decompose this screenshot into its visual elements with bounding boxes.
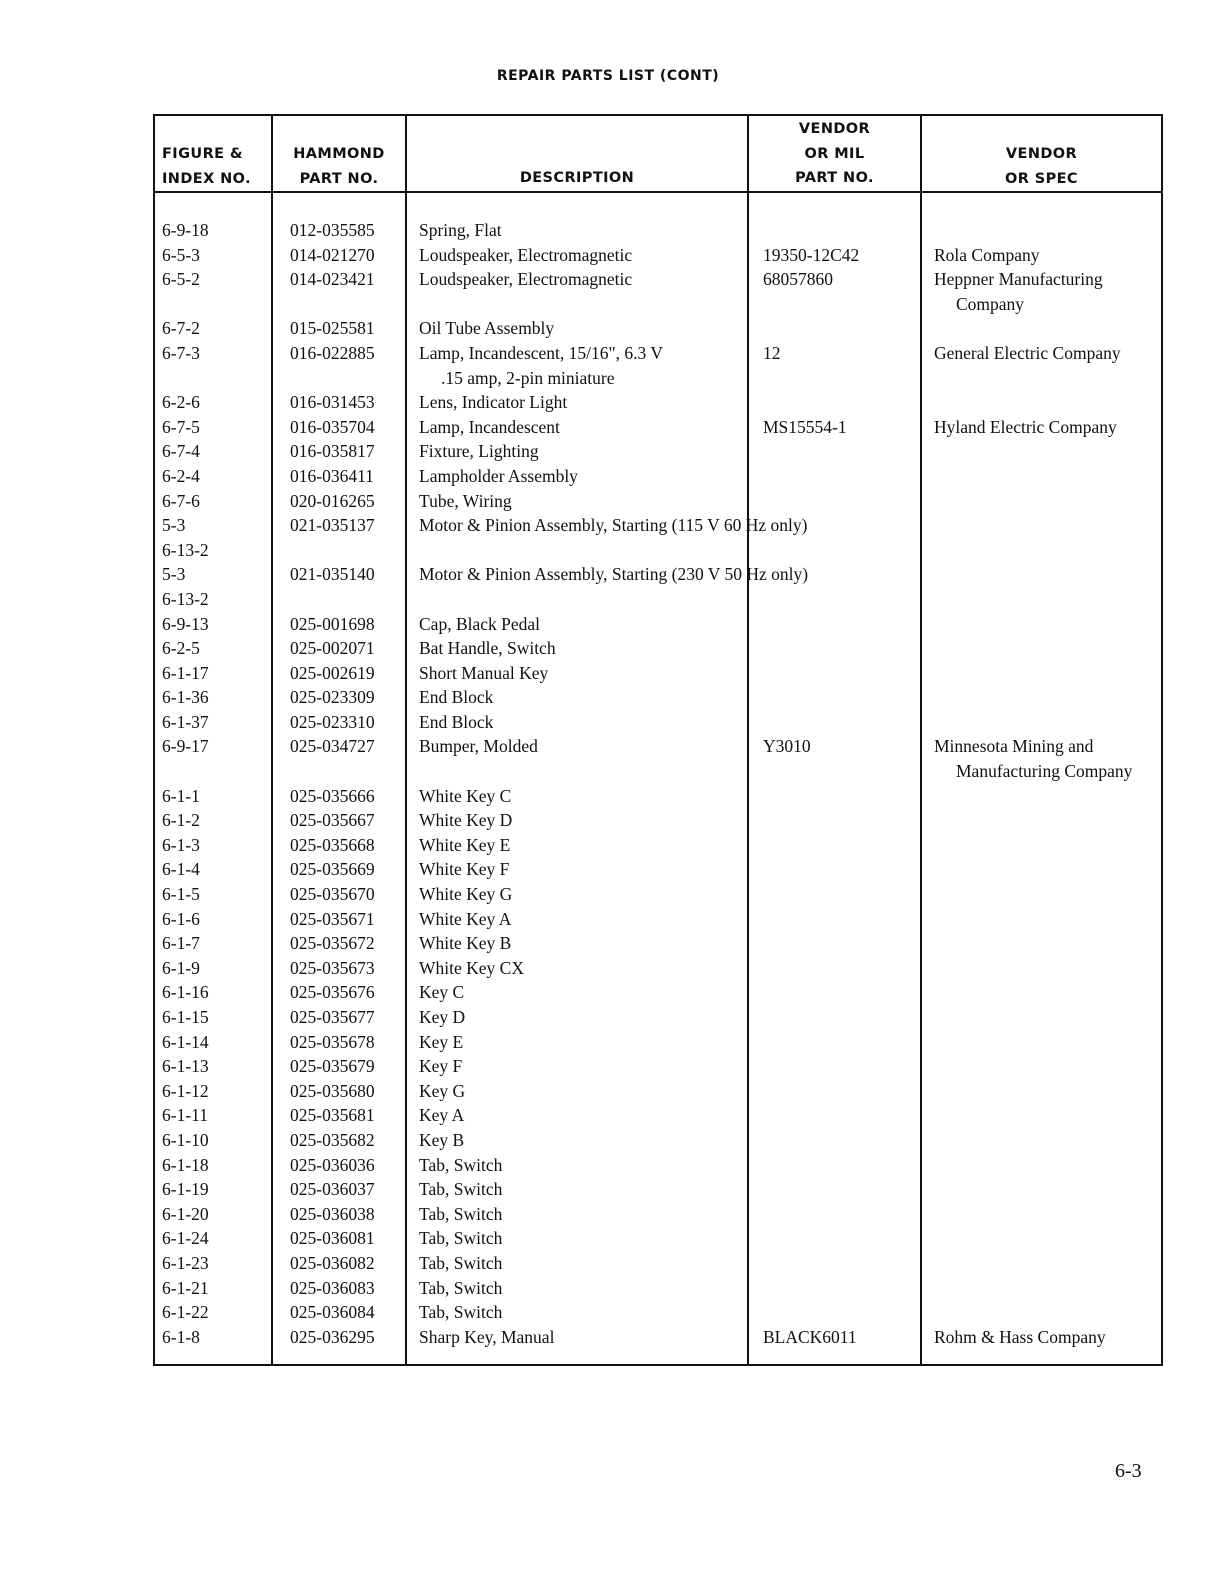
vendor-part-cell: 19350-12C42 — [763, 244, 860, 265]
description-cell — [419, 489, 512, 514]
table-row — [155, 587, 1165, 612]
part-number-cell: 025-036081 — [290, 1228, 375, 1249]
table-row — [155, 218, 1165, 243]
part-number-cell: 025-036038 — [290, 1203, 375, 1224]
description-line: White Key C — [419, 785, 512, 806]
description-cell — [419, 710, 493, 735]
table-row — [155, 907, 1165, 932]
description-line: Motor & Pinion Assembly, Starting (115 V 60 Hz only) — [419, 515, 808, 536]
part-number-cell: 025-023310 — [290, 711, 375, 732]
part-number-cell: 025-035669 — [290, 859, 375, 880]
vendor-line: General Electric Company — [934, 342, 1121, 363]
figure-index-cell: 6-5-3 — [162, 244, 200, 265]
part-number-cell: 025-035671 — [290, 908, 375, 929]
description-line: Key D — [419, 1007, 466, 1027]
figure-index-cell: 6-1-18 — [162, 1154, 209, 1175]
description-line: Oil Tube Assembly — [419, 318, 555, 339]
description-line: Key A — [419, 1105, 465, 1126]
part-number-cell: 025-035668 — [290, 834, 375, 855]
description-cell — [419, 1030, 463, 1055]
vendor-line: Rola Company — [934, 244, 1040, 265]
table-row — [155, 316, 1165, 341]
figure-index-cell: 6-2-5 — [162, 638, 200, 659]
table-row — [155, 661, 1165, 686]
description-line: End Block — [419, 711, 494, 732]
description-line: Bumper, Molded — [419, 736, 538, 757]
table-row — [155, 636, 1165, 661]
figure-index-cell: 6-1-23 — [162, 1252, 209, 1273]
description-cell — [419, 415, 560, 440]
table-row — [155, 734, 1165, 783]
figure-index-cell: 6-2-6 — [162, 392, 200, 413]
table-row — [155, 513, 1165, 538]
description-cell — [419, 1226, 502, 1251]
table-row — [155, 1325, 1165, 1350]
figure-index-cell: 6-5-2 — [162, 269, 200, 290]
vendor-part-cell: 68057860 — [763, 269, 833, 290]
vendor-line: Rohm & Hass Company — [934, 1326, 1106, 1347]
figure-index-cell: 6-7-3 — [162, 342, 200, 363]
figure-index-cell: 6-1-10 — [162, 1129, 209, 1150]
table-row — [155, 1079, 1165, 1104]
figure-index-cell: 6-1-14 — [162, 1031, 209, 1052]
vendor-line: Hyland Electric Company — [934, 416, 1117, 437]
description-line: Sharp Key, Manual — [419, 1326, 555, 1347]
header-description: DESCRIPTION — [519, 170, 635, 186]
figure-index-cell: 6-1-19 — [162, 1179, 209, 1200]
table-row — [155, 931, 1165, 956]
description-cell — [419, 1276, 502, 1301]
header-divider — [155, 191, 1161, 193]
description-line: White Key G — [419, 884, 513, 905]
header-part-no: HAMMOND PART NO. — [293, 146, 385, 187]
table-row — [155, 710, 1165, 735]
description-cell — [419, 464, 578, 489]
table-row — [155, 1103, 1165, 1128]
table-row — [155, 882, 1165, 907]
vendor-cell — [934, 267, 1103, 316]
description-cell — [419, 1103, 464, 1128]
vendor-part-cell: MS15554-1 — [763, 416, 847, 437]
description-line: White Key CX — [419, 957, 524, 978]
part-number-cell: 025-035679 — [290, 1056, 375, 1077]
vendor-part-cell: BLACK6011 — [763, 1326, 857, 1347]
table-row — [155, 1005, 1165, 1030]
part-number-cell: 025-034727 — [290, 736, 375, 757]
part-number-cell: 016-036411 — [290, 465, 374, 486]
table-row — [155, 1226, 1165, 1251]
table-row — [155, 1030, 1165, 1055]
part-number-cell: 021-035137 — [290, 515, 375, 536]
figure-index-cell: 6-9-17 — [162, 736, 209, 757]
description-cell — [419, 390, 567, 415]
figure-index-cell: 6-1-5 — [162, 884, 200, 905]
table-row — [155, 390, 1165, 415]
table-row — [155, 1153, 1165, 1178]
part-number-cell: 025-002071 — [290, 638, 375, 659]
part-number-cell: 025-035667 — [290, 810, 375, 831]
description-cell — [419, 439, 539, 464]
description-cell — [419, 857, 509, 882]
description-cell — [419, 1177, 502, 1202]
part-number-cell: 015-025581 — [290, 318, 375, 339]
part-number-cell: 025-035672 — [290, 933, 375, 954]
description-line: Fixture, Lighting — [419, 441, 539, 462]
header-figure: FIGURE & INDEX NO. — [162, 146, 251, 187]
description-line: White Key B — [419, 933, 512, 954]
description-line: Tab, Switch — [419, 1252, 503, 1273]
vendor-cell — [934, 415, 1117, 440]
part-number-cell: 025-002619 — [290, 662, 375, 683]
figure-index-cell: 6-1-22 — [162, 1302, 209, 1323]
figure-index-cell: 6-7-4 — [162, 441, 200, 462]
description-line: Lamp, Incandescent, 15/16", 6.3 V — [419, 342, 663, 363]
description-cell — [419, 1300, 502, 1325]
figure-index-cell: 6-1-9 — [162, 957, 200, 978]
part-number-cell: 025-036036 — [290, 1154, 375, 1175]
part-number-cell: 014-021270 — [290, 244, 375, 265]
figure-index-cell: 6-1-13 — [162, 1056, 209, 1077]
description-line: Cap, Black Pedal — [419, 613, 541, 634]
description-line: Key G — [419, 1080, 466, 1101]
vendor-line: Heppner Manufacturing — [934, 269, 1103, 290]
part-number-cell: 016-035704 — [290, 416, 375, 437]
description-line: Lens, Indicator Light — [419, 392, 568, 413]
description-line: Motor & Pinion Assembly, Starting (230 V 50 Hz only) — [419, 564, 809, 585]
figure-index-cell: 6-1-7 — [162, 933, 200, 954]
figure-index-cell: 6-1-4 — [162, 859, 200, 880]
part-number-cell: 025-035676 — [290, 982, 375, 1003]
page-number: 6-3 — [1115, 1460, 1142, 1482]
part-number-cell: 025-035680 — [290, 1080, 375, 1101]
description-line: Key E — [419, 1031, 464, 1052]
table-row — [155, 612, 1165, 637]
table-row — [155, 341, 1165, 390]
part-number-cell: 025-035670 — [290, 884, 375, 905]
table-row — [155, 489, 1165, 514]
part-number-cell: 025-036037 — [290, 1179, 375, 1200]
table-row — [155, 833, 1165, 858]
figure-index-cell: 6-1-17 — [162, 662, 209, 683]
figure-index-cell: 6-9-13 — [162, 613, 209, 634]
table-row — [155, 808, 1165, 833]
table-row — [155, 562, 1165, 587]
description-cell — [419, 734, 538, 759]
description-line: Tab, Switch — [419, 1302, 503, 1323]
table-row — [155, 267, 1165, 316]
part-number-cell: 014-023421 — [290, 269, 375, 290]
header-vendor-part-no: VENDOR OR MIL PART NO. — [795, 121, 874, 186]
description-line: White Key A — [419, 908, 512, 929]
figure-index-cell: 6-1-16 — [162, 982, 209, 1003]
figure-index-cell: 6-13-2 — [162, 588, 209, 609]
figure-index-cell: 6-1-2 — [162, 810, 200, 831]
description-line: Key B — [419, 1129, 465, 1150]
table-row — [155, 1177, 1165, 1202]
description-line: Key C — [419, 982, 465, 1003]
figure-index-cell: 6-9-18 — [162, 220, 209, 240]
part-number-cell: 025-036083 — [290, 1277, 375, 1298]
part-number-cell: 025-036084 — [290, 1302, 375, 1323]
vendor-cell — [934, 734, 1132, 783]
table-row — [155, 1251, 1165, 1276]
figure-index-cell: 6-7-6 — [162, 490, 200, 511]
description-line: Tab, Switch — [419, 1154, 503, 1175]
table-row — [155, 243, 1165, 268]
figure-index-cell: 6-13-2 — [162, 539, 209, 560]
part-number-cell: 025-035678 — [290, 1031, 375, 1052]
part-number-cell: 025-035682 — [290, 1129, 375, 1150]
table-row — [155, 415, 1165, 440]
part-number-cell: 021-035140 — [290, 564, 375, 585]
description-cell — [419, 1251, 502, 1276]
parts-table — [153, 114, 1163, 1366]
table-row — [155, 439, 1165, 464]
description-line: Short Manual Key — [419, 662, 549, 683]
description-cell — [419, 1079, 465, 1104]
description-line: Lampholder Assembly — [419, 465, 578, 486]
vendor-line: Manufacturing Company — [956, 761, 1133, 782]
part-number-cell: 025-036295 — [290, 1326, 375, 1347]
description-cell — [419, 784, 511, 809]
vendor-cell — [934, 243, 1039, 268]
description-line: Tube, Wiring — [419, 490, 512, 511]
description-line: Tab, Switch — [419, 1179, 503, 1200]
part-number-cell: 025-023309 — [290, 687, 375, 708]
description-cell — [419, 980, 464, 1005]
part-number-cell: 016-031453 — [290, 392, 375, 413]
figure-index-cell: 6-1-21 — [162, 1277, 209, 1298]
description-cell — [419, 808, 512, 833]
table-row — [155, 857, 1165, 882]
description-line: White Key F — [419, 859, 510, 880]
part-number-cell: 020-016265 — [290, 490, 375, 511]
description-line: Spring, Flat — [419, 220, 502, 240]
description-cell — [419, 661, 548, 686]
description-cell — [419, 1325, 554, 1350]
table-row — [155, 1054, 1165, 1079]
table-row — [155, 1276, 1165, 1301]
description-line: Bat Handle, Switch — [419, 638, 556, 659]
vendor-cell — [934, 341, 1121, 366]
description-cell — [419, 1128, 464, 1153]
description-line: Tab, Switch — [419, 1203, 503, 1224]
table-row — [155, 1202, 1165, 1227]
description-cell — [419, 882, 512, 907]
description-cell — [419, 1202, 502, 1227]
part-number-cell: 016-035817 — [290, 441, 375, 462]
description-cell — [419, 636, 556, 661]
table-row — [155, 980, 1165, 1005]
vendor-part-cell: Y3010 — [763, 736, 811, 757]
figure-index-cell: 6-1-3 — [162, 834, 200, 855]
description-cell — [419, 562, 808, 587]
figure-index-cell: 6-1-11 — [162, 1105, 209, 1126]
table-row — [155, 1300, 1165, 1325]
vendor-line: Company — [956, 293, 1025, 314]
figure-index-cell: 6-1-1 — [162, 785, 200, 806]
table-row — [155, 956, 1165, 981]
description-cell — [419, 243, 632, 268]
table-row — [155, 784, 1165, 809]
description-line: Lamp, Incandescent — [419, 416, 560, 437]
description-cell — [419, 931, 511, 956]
description-line: White Key D — [419, 810, 513, 831]
description-line: Tab, Switch — [419, 1228, 503, 1249]
description-cell — [419, 267, 632, 292]
part-number-cell: 025-035677 — [290, 1007, 375, 1027]
description-line: Tab, Switch — [419, 1277, 503, 1298]
description-cell — [419, 612, 540, 637]
part-number-cell: 016-022885 — [290, 342, 375, 363]
part-number-cell: 025-035681 — [290, 1105, 375, 1126]
description-cell — [419, 907, 511, 932]
figure-index-cell: 6-7-5 — [162, 416, 200, 437]
figure-index-cell: 5-3 — [162, 564, 186, 585]
table-row — [155, 685, 1165, 710]
table-row — [155, 1128, 1165, 1153]
figure-index-cell: 6-2-4 — [162, 465, 200, 486]
figure-index-cell: 6-1-37 — [162, 711, 209, 732]
description-line: End Block — [419, 687, 494, 708]
description-cell — [419, 1153, 502, 1178]
description-cell — [419, 956, 524, 981]
figure-index-cell: 6-1-20 — [162, 1203, 209, 1224]
description-cell — [419, 1005, 465, 1030]
table-body — [155, 218, 1165, 1349]
figure-index-cell: 6-1-8 — [162, 1326, 200, 1347]
figure-index-cell: 5-3 — [162, 515, 186, 536]
part-number-cell: 012-035585 — [290, 220, 375, 240]
part-number-cell: 025-035673 — [290, 957, 375, 978]
page-title: REPAIR PARTS LIST (CONT) — [496, 68, 720, 84]
description-cell — [419, 316, 554, 341]
table-row — [155, 538, 1165, 563]
vendor-part-cell: 12 — [763, 342, 781, 363]
vendor-cell — [934, 1325, 1106, 1350]
description-line: Loudspeaker, Electromagnetic — [419, 269, 633, 290]
vendor-line: Minnesota Mining and — [934, 736, 1094, 757]
figure-index-cell: 6-1-6 — [162, 908, 200, 929]
table-row — [155, 464, 1165, 489]
description-line: Loudspeaker, Electromagnetic — [419, 244, 633, 265]
description-line: .15 amp, 2-pin miniature — [441, 367, 615, 388]
description-line: White Key E — [419, 834, 511, 855]
description-cell — [419, 341, 663, 390]
figure-index-cell: 6-7-2 — [162, 318, 200, 339]
part-number-cell: 025-035666 — [290, 785, 375, 806]
description-cell — [419, 685, 493, 710]
description-cell — [419, 1054, 462, 1079]
figure-index-cell: 6-1-24 — [162, 1228, 209, 1249]
description-cell — [419, 218, 502, 243]
description-cell — [419, 513, 807, 538]
description-line: Key F — [419, 1056, 463, 1077]
figure-index-cell: 6-1-36 — [162, 687, 209, 708]
part-number-cell: 025-036082 — [290, 1252, 375, 1273]
header-vendor: VENDOR OR SPEC — [1005, 146, 1078, 187]
part-number-cell: 025-001698 — [290, 613, 375, 634]
figure-index-cell: 6-1-15 — [162, 1007, 209, 1027]
figure-index-cell: 6-1-12 — [162, 1080, 209, 1101]
description-cell — [419, 833, 510, 858]
